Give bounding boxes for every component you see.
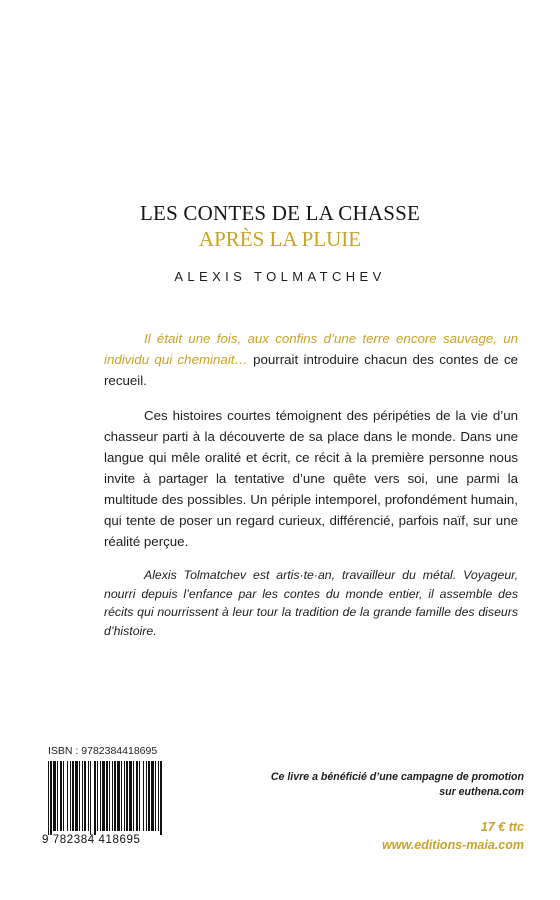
isbn-label: ISBN : 9782384418695 xyxy=(48,745,158,757)
promo-line-2: sur euthena.com xyxy=(439,786,524,798)
author-bio-paragraph: Alexis Tolmatchev est artis·te·an, travailleur du métal. Voyageur, nourri depuis l’enfance par les contes du monde entier, il assemble des récits qui nourrissent à leur tour la tradition de la grande famille des diseurs d’histoire. xyxy=(104,568,518,638)
intro-rest-text: pourrait introduire chacun des contes de ce recueil. xyxy=(104,352,518,388)
publisher-website-link[interactable]: www.editions-maia.com xyxy=(382,838,524,852)
barcode-icon xyxy=(46,761,164,835)
intro-accent-text: Il était une fois, aux confins d’une terre encore sauvage, un individu qui cheminait… xyxy=(104,331,518,367)
promo-notice xyxy=(224,770,524,800)
book-title: LES CONTES DE LA CHASSE xyxy=(140,201,420,225)
promo-line-1: Ce livre a bénéficié d’une campagne de promotion xyxy=(270,771,524,783)
author-name: ALEXIS TOLMATCHEV xyxy=(174,269,386,284)
summary-text xyxy=(104,328,518,640)
price-label: 17 € ttc xyxy=(480,820,524,834)
barcode-digits: 9 782384 418695 xyxy=(42,834,141,846)
intro-paragraph xyxy=(104,328,518,391)
description-paragraph: Ces histoires courtes témoignent des péripéties de la vie d’un chasseur parti à la découverte de sa place dans le monde. Dans une langue qui mêle oralité et écrit, ce récit à la première personne nous invite à partager la tentative d’une quête vers soi, une parmi la multitude des possibles. Un périple intemporel, profondément humain, qui tente de poser un regard curieux, différencié, parfois naïf, sur une réalité perçue. xyxy=(104,408,518,549)
book-subtitle: APRÈS LA PLUIE xyxy=(198,227,362,251)
